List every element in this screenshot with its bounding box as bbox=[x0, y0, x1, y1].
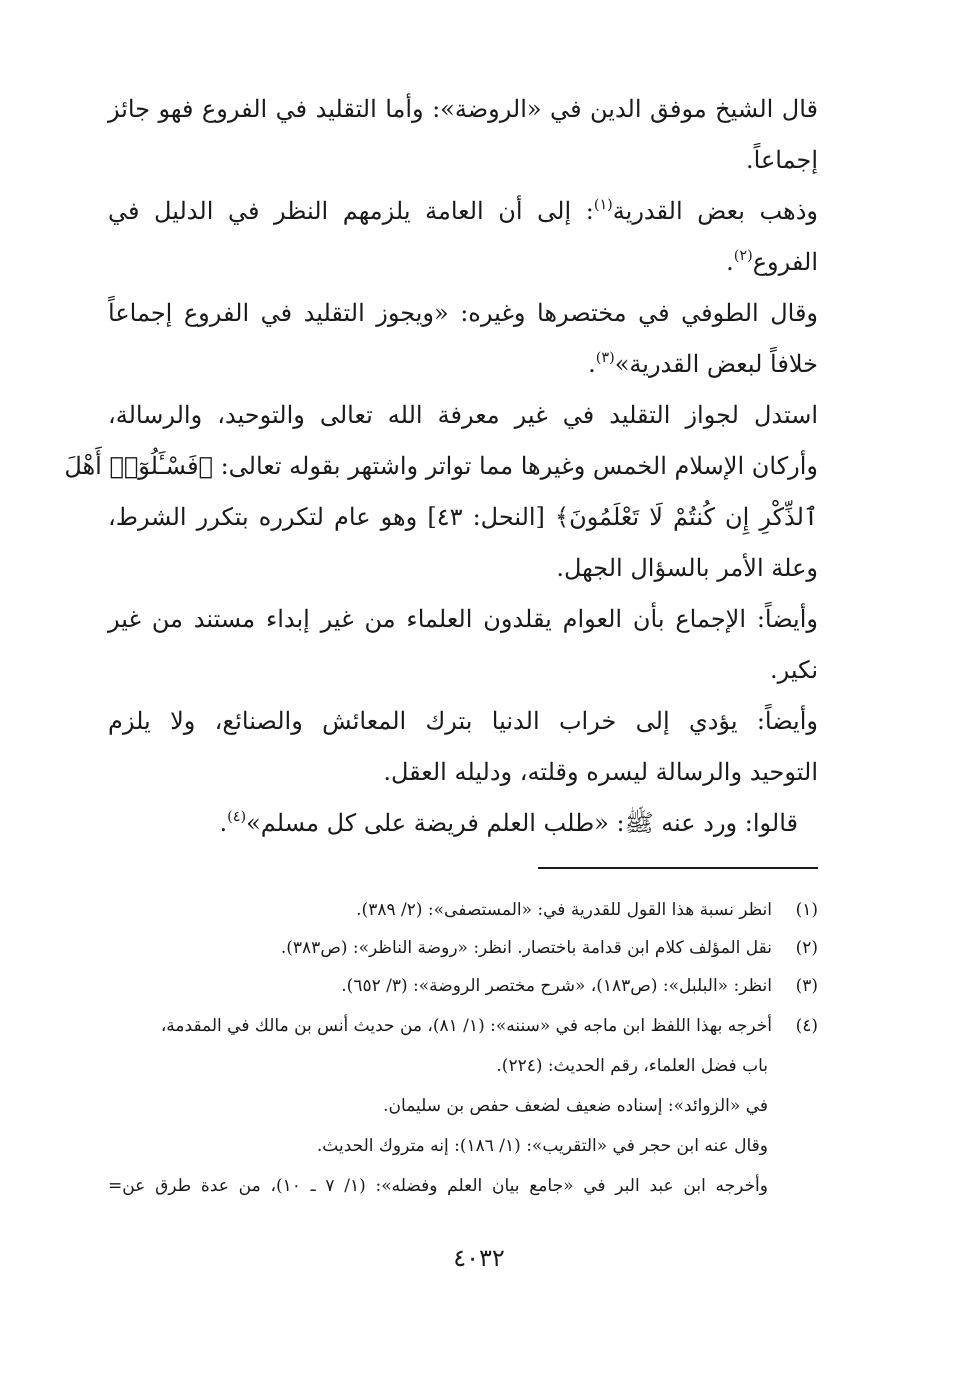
body-line-10: وعلة الأمر بالسؤال الجهل. bbox=[556, 554, 818, 582]
footnote-ref-1: (١) bbox=[593, 196, 613, 213]
body-line-6 bbox=[588, 349, 818, 378]
body-line-5: وقال الطوفي في مختصرها وغيره: «ويجوز التقليد في الفروع إجماعاً bbox=[108, 299, 818, 327]
body-line-11: وأيضاً: الإجماع بأن العوام يقلدون العلماء من غير إبداء مستند من غير bbox=[108, 605, 818, 633]
body-line-12: نكير. bbox=[769, 656, 818, 684]
footnote-2 bbox=[281, 940, 818, 957]
footnote-text: نقل المؤلف كلام ابن قدامة باختصار. انظر: «روضة الناظر»: (ص٣٨٣). bbox=[280, 938, 772, 958]
body-line-1: قال الشيخ موفق الدين في «الروضة»: وأما التقليد في الفروع فهو جائز bbox=[108, 95, 818, 123]
body-line-7: استدل لجواز التقليد في غير معرفة الله تعالى والتوحيد، والرسالة، bbox=[108, 401, 818, 429]
body-text: وذهب بعض القدرية bbox=[612, 197, 818, 225]
footnote-number: (١) bbox=[795, 900, 818, 920]
footnote-number: (٤) bbox=[795, 1016, 818, 1036]
body-text: خلافاً لبعض القدرية» bbox=[614, 350, 818, 378]
page-number: ٤٠٣٢ bbox=[453, 1244, 505, 1272]
footnote-text: انظر نسبة هذا القول للقدرية في: «المستصفى»: (٢/ ٣٨٩). bbox=[356, 900, 772, 920]
footnote-1 bbox=[356, 902, 818, 919]
body-line-4 bbox=[726, 247, 818, 276]
footnote-4-line-4: وقال عنه ابن حجر في «التقريب»: (١/ ١٨٦): إنه متروك الحديث. bbox=[316, 1136, 768, 1156]
body-line-3 bbox=[108, 196, 818, 225]
footnote-ref-3: (٣) bbox=[595, 349, 615, 366]
body-line-9: ٱلذِّكْرِ إِن كُنتُمْ لَا تَعْلَمُونَ﴾ [النحل: ٤٣] وهو عام لتكرره بتكرر الشرط، bbox=[108, 503, 818, 531]
footnote-4-line-3: في «الزوائد»: إسناده ضعيف لضعف حفص بن سليمان. bbox=[383, 1096, 768, 1116]
body-text: الفروع bbox=[752, 248, 818, 276]
footnote-4-line-5: وأخرجه ابن عبد البر في «جامع بيان العلم وفضله»: (١/ ٧ ـ ١٠)، من عدة طرق عن= bbox=[108, 1176, 768, 1196]
footnote-4-line-2: باب فضل العلماء، رقم الحديث: (٢٢٤). bbox=[496, 1056, 768, 1076]
body-line-14: التوحيد والرسالة ليسره وقلته، ودليله العقل. bbox=[383, 758, 818, 786]
body-text: : إلى أن العامة يلزمهم النظر في الدليل في bbox=[108, 197, 594, 225]
footnote-number: (٢) bbox=[795, 938, 818, 958]
body-line-13: وأيضاً: يؤدي إلى خراب الدنيا بترك المعائش والصنائع، ولا يلزم bbox=[108, 707, 818, 735]
footnote-separator bbox=[538, 867, 818, 869]
footnote-ref-4: (٤) bbox=[227, 808, 247, 825]
footnote-4 bbox=[161, 1018, 818, 1035]
body-line-2: إجماعاً. bbox=[746, 146, 818, 174]
body-text: . bbox=[588, 350, 596, 378]
body-line-15 bbox=[219, 808, 799, 837]
footnote-text: انظر: «البلبل»: (ص١٨٣)، «شرح مختصر الروضة»: (٣/ ٦٥٢). bbox=[341, 976, 772, 996]
footnote-number: (٣) bbox=[795, 976, 818, 996]
body-text: . bbox=[726, 248, 734, 276]
body-line-8: وأركان الإسلام الخمس وغيرها مما تواتر واشتهر بقوله تعالى: ﴿فَسْـَٔلُوٓا۟ أَهْلَ bbox=[64, 452, 818, 480]
body-text: . bbox=[219, 809, 228, 837]
footnote-3 bbox=[341, 978, 818, 995]
footnote-text: أخرجه بهذا اللفظ ابن ماجه في «سننه»: (١/ ٨١)، من حديث أنس بن مالك في المقدمة، bbox=[160, 1016, 772, 1036]
footnote-ref-2: (٢) bbox=[733, 247, 753, 264]
body-text: قالوا: ورد عنه ﷺ: «طلب العلم فريضة على كل مسلم» bbox=[246, 809, 798, 837]
